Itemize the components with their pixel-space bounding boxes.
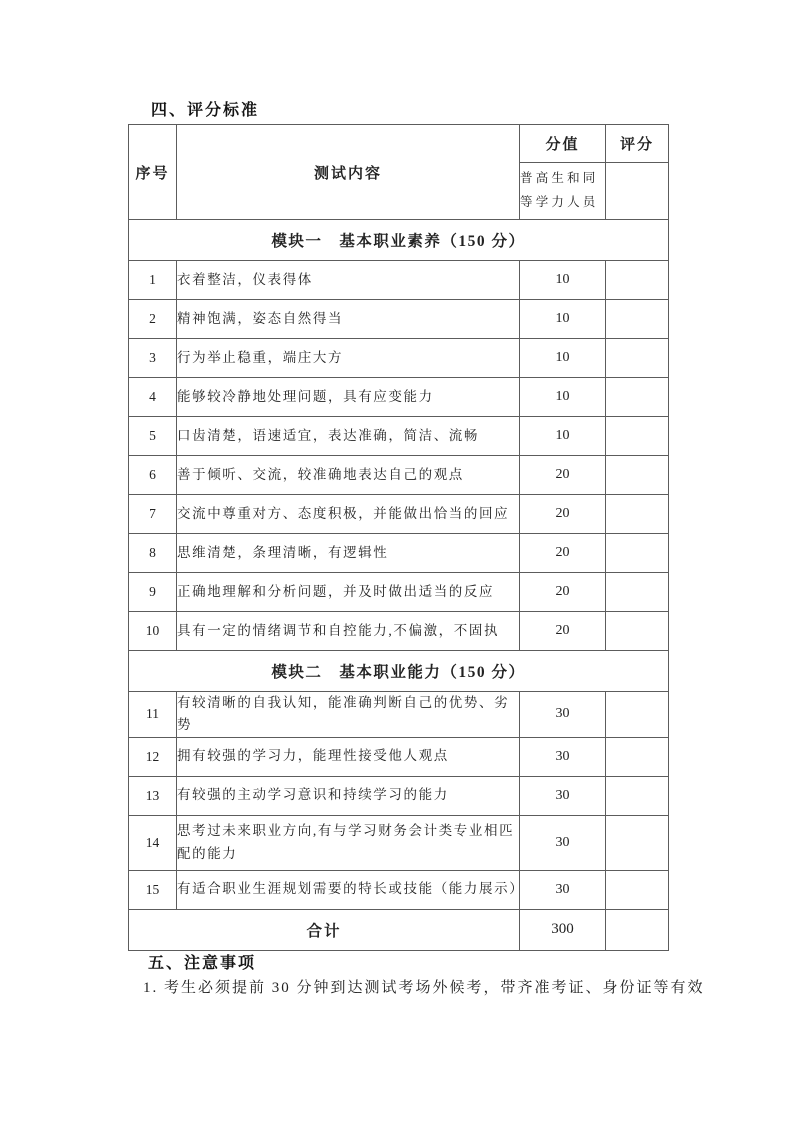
- row-number: 5: [129, 417, 177, 456]
- row-content: 具有一定的情绪调节和自控能力,不偏激，不固执: [177, 612, 520, 651]
- row-content: 正确地理解和分析问题，并及时做出适当的反应: [177, 573, 520, 612]
- table-row: [129, 815, 669, 870]
- row-score: 10: [520, 339, 606, 378]
- row-content: 思维清楚，条理清晰，有逻辑性: [177, 534, 520, 573]
- row-score: 10: [520, 417, 606, 456]
- module-2-row: [129, 651, 669, 692]
- row-content: 能够较冷静地处理问题，具有应变能力: [177, 378, 520, 417]
- row-content: 有适合职业生涯规划需要的特长或技能（能力展示）: [177, 870, 520, 909]
- header-content: 测试内容: [177, 125, 520, 220]
- table-row: [129, 573, 669, 612]
- table-row: [129, 378, 669, 417]
- row-score: 30: [520, 737, 606, 776]
- row-number: 11: [129, 692, 177, 738]
- table-row: [129, 300, 669, 339]
- row-content: 交流中尊重对方、态度积极，并能做出恰当的回应: [177, 495, 520, 534]
- row-score: 30: [520, 870, 606, 909]
- header-score-subgroup: 普高生和同等学力人员: [520, 163, 606, 220]
- row-score: 20: [520, 495, 606, 534]
- row-score: 30: [520, 815, 606, 870]
- module-1-title: 模块一 基本职业素养（150 分）: [129, 220, 669, 261]
- row-content: 善于倾听、交流，较准确地表达自己的观点: [177, 456, 520, 495]
- row-score: 20: [520, 534, 606, 573]
- row-rating-empty: [606, 378, 669, 417]
- row-rating-empty: [606, 456, 669, 495]
- row-number: 4: [129, 378, 177, 417]
- row-rating-empty: [606, 534, 669, 573]
- row-number: 3: [129, 339, 177, 378]
- section-4-heading: 四、评分标准: [151, 102, 260, 119]
- scoring-table: [128, 124, 669, 951]
- row-number: 15: [129, 870, 177, 909]
- header-rating-sub-empty: [606, 163, 669, 220]
- notice-item-1: 1. 考生必须提前 30 分钟到达测试考场外候考，带齐准考证、身份证等有效: [143, 980, 705, 996]
- row-number: 2: [129, 300, 177, 339]
- row-number: 8: [129, 534, 177, 573]
- section-5-heading: 五、注意事项: [148, 955, 257, 972]
- table-row: [129, 261, 669, 300]
- table-row: [129, 456, 669, 495]
- row-content: 有较强的主动学习意识和持续学习的能力: [177, 776, 520, 815]
- total-row: [129, 909, 669, 950]
- row-rating-empty: [606, 417, 669, 456]
- row-score: 30: [520, 776, 606, 815]
- total-rating-empty: [606, 909, 669, 950]
- row-number: 1: [129, 261, 177, 300]
- row-content: 有较清晰的自我认知，能准确判断自己的优势、劣势: [177, 692, 520, 738]
- total-score: 300: [520, 909, 606, 950]
- row-rating-empty: [606, 261, 669, 300]
- row-rating-empty: [606, 612, 669, 651]
- row-number: 14: [129, 815, 177, 870]
- row-rating-empty: [606, 870, 669, 909]
- table-row: [129, 776, 669, 815]
- row-content: 精神饱满，姿态自然得当: [177, 300, 520, 339]
- header-score: 分值: [520, 125, 606, 163]
- row-rating-empty: [606, 300, 669, 339]
- table-row: [129, 417, 669, 456]
- header-no: 序号: [129, 125, 177, 220]
- row-rating-empty: [606, 776, 669, 815]
- row-score: 10: [520, 261, 606, 300]
- row-rating-empty: [606, 737, 669, 776]
- row-rating-empty: [606, 815, 669, 870]
- row-content: 行为举止稳重，端庄大方: [177, 339, 520, 378]
- module-2-title: 模块二 基本职业能力（150 分）: [129, 651, 669, 692]
- row-score: 10: [520, 378, 606, 417]
- row-rating-empty: [606, 573, 669, 612]
- row-number: 6: [129, 456, 177, 495]
- table-row: [129, 612, 669, 651]
- row-score: 30: [520, 692, 606, 738]
- row-content: 思考过未来职业方向,有与学习财务会计类专业相匹配的能力: [177, 815, 520, 870]
- module-1-row: [129, 220, 669, 261]
- row-number: 10: [129, 612, 177, 651]
- row-number: 12: [129, 737, 177, 776]
- row-number: 13: [129, 776, 177, 815]
- row-rating-empty: [606, 339, 669, 378]
- table-row: [129, 495, 669, 534]
- table-row: [129, 870, 669, 909]
- row-content: 衣着整洁，仪表得体: [177, 261, 520, 300]
- header-rating: 评分: [606, 125, 669, 163]
- row-content: 拥有较强的学习力，能理性接受他人观点: [177, 737, 520, 776]
- row-rating-empty: [606, 495, 669, 534]
- table-row: [129, 339, 669, 378]
- row-score: 10: [520, 300, 606, 339]
- table-row: [129, 737, 669, 776]
- row-score: 20: [520, 456, 606, 495]
- table-header-row-1: [129, 125, 669, 163]
- row-content: 口齿清楚，语速适宜，表达准确，简洁、流畅: [177, 417, 520, 456]
- row-score: 20: [520, 573, 606, 612]
- row-rating-empty: [606, 692, 669, 738]
- total-label: 合计: [129, 909, 520, 950]
- table-row: [129, 534, 669, 573]
- row-number: 9: [129, 573, 177, 612]
- row-number: 7: [129, 495, 177, 534]
- table-row: [129, 692, 669, 738]
- row-score: 20: [520, 612, 606, 651]
